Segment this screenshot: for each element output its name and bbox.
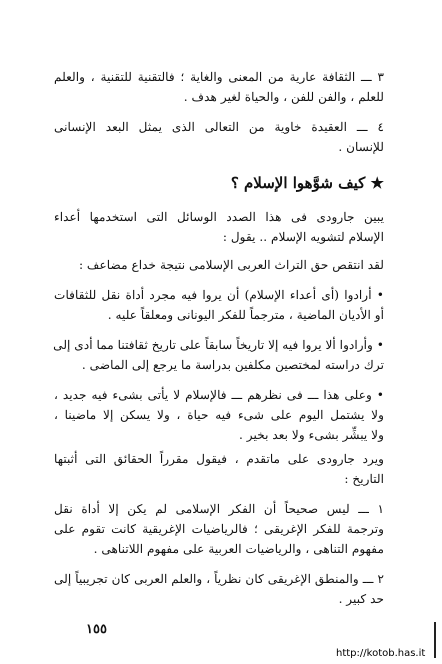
text-line: ٢ ـــ والمنطق الإغريقى كان نظرياً ، والعلم العربى كان تجريبياً إلى [54,572,384,586]
text-line: وترجمة للفكر الإغريقى ؛ فالرياضيات الإغريقية كانت تقوم على [54,522,384,536]
section-heading-text: كيف شوَّهوا الإسلام ؟ [230,174,366,192]
text-line: التاريخ : [344,472,384,486]
scan-edge-line [434,622,436,658]
text-line: للعلم ، والفن للفن ، والحياة لغير هدف . [183,90,384,104]
text-line: ١ ـــ ليس صحيحاً أن الفكر الإسلامى لم يكن إلا أداة نقل [54,502,384,516]
text-line: ٤ ـــ العقيدة خاوية من التعالى الذى يمثل البعد الإنسانى [54,120,384,134]
page-number: ١٥٥ [86,622,107,637]
text-line: الإسلام لتشويه الإسلام .. يقول : [222,230,384,244]
text-line: حد كبير . [338,592,384,606]
text-line: ولا يبشِّر بشىء ولا بعد بخير . [239,428,384,442]
text-line: للإنسان . [338,140,384,154]
text-line: • وأرادوا ألا يروا فيه إلا تاريخاً سابقاً على تاريخ ثقافتنا مما أدى إلى [53,338,384,352]
source-url[interactable]: http://kotob.has.it [336,648,426,659]
star-icon: ★ [370,174,384,192]
text-line: ويرد جارودى على ماتقدم ، فيقول مقرراً الحقائق التى أثبتها [54,452,384,466]
text-line: أو الأديان الماضية ، مترجماً للفكر اليونانى ومعلقاً عليه . [107,308,384,322]
text-line: ٣ ـــ الثقافة عارية من المعنى والغاية ؛ فالتقنية للتقنية ، والعلم [54,70,384,84]
text-line: لقد انتقص حق التراث العربى الإسلامى نتيجة خداع مضاعف : [78,258,384,272]
text-line: ولا يشتمل اليوم على شىء فيه حياة ، ولا يسكن إلا ماضينا ، [54,408,384,422]
text-line: • وعلى هذا ـــ فى نظرهم ـــ فالإسلام لا يأتى بشىء فيه جديد ، [54,388,384,402]
text-line: ترك دراسته لمختصين مكلفين بدراسة ما يرجع إلى الماضى . [81,358,384,372]
text-line: يبين جارودى فى هذا الصدد الوسائل التى استخدمها أعداء [54,210,384,224]
text-line: مفهوم التناهى ، والرياضيات العربية على مفهوم اللاتناهى . [93,542,384,556]
section-heading [231,174,384,192]
text-line: • أرادوا (أى أعداء الإسلام) أن يروا فيه مجرد أداة نقل للثقافات [54,288,384,302]
